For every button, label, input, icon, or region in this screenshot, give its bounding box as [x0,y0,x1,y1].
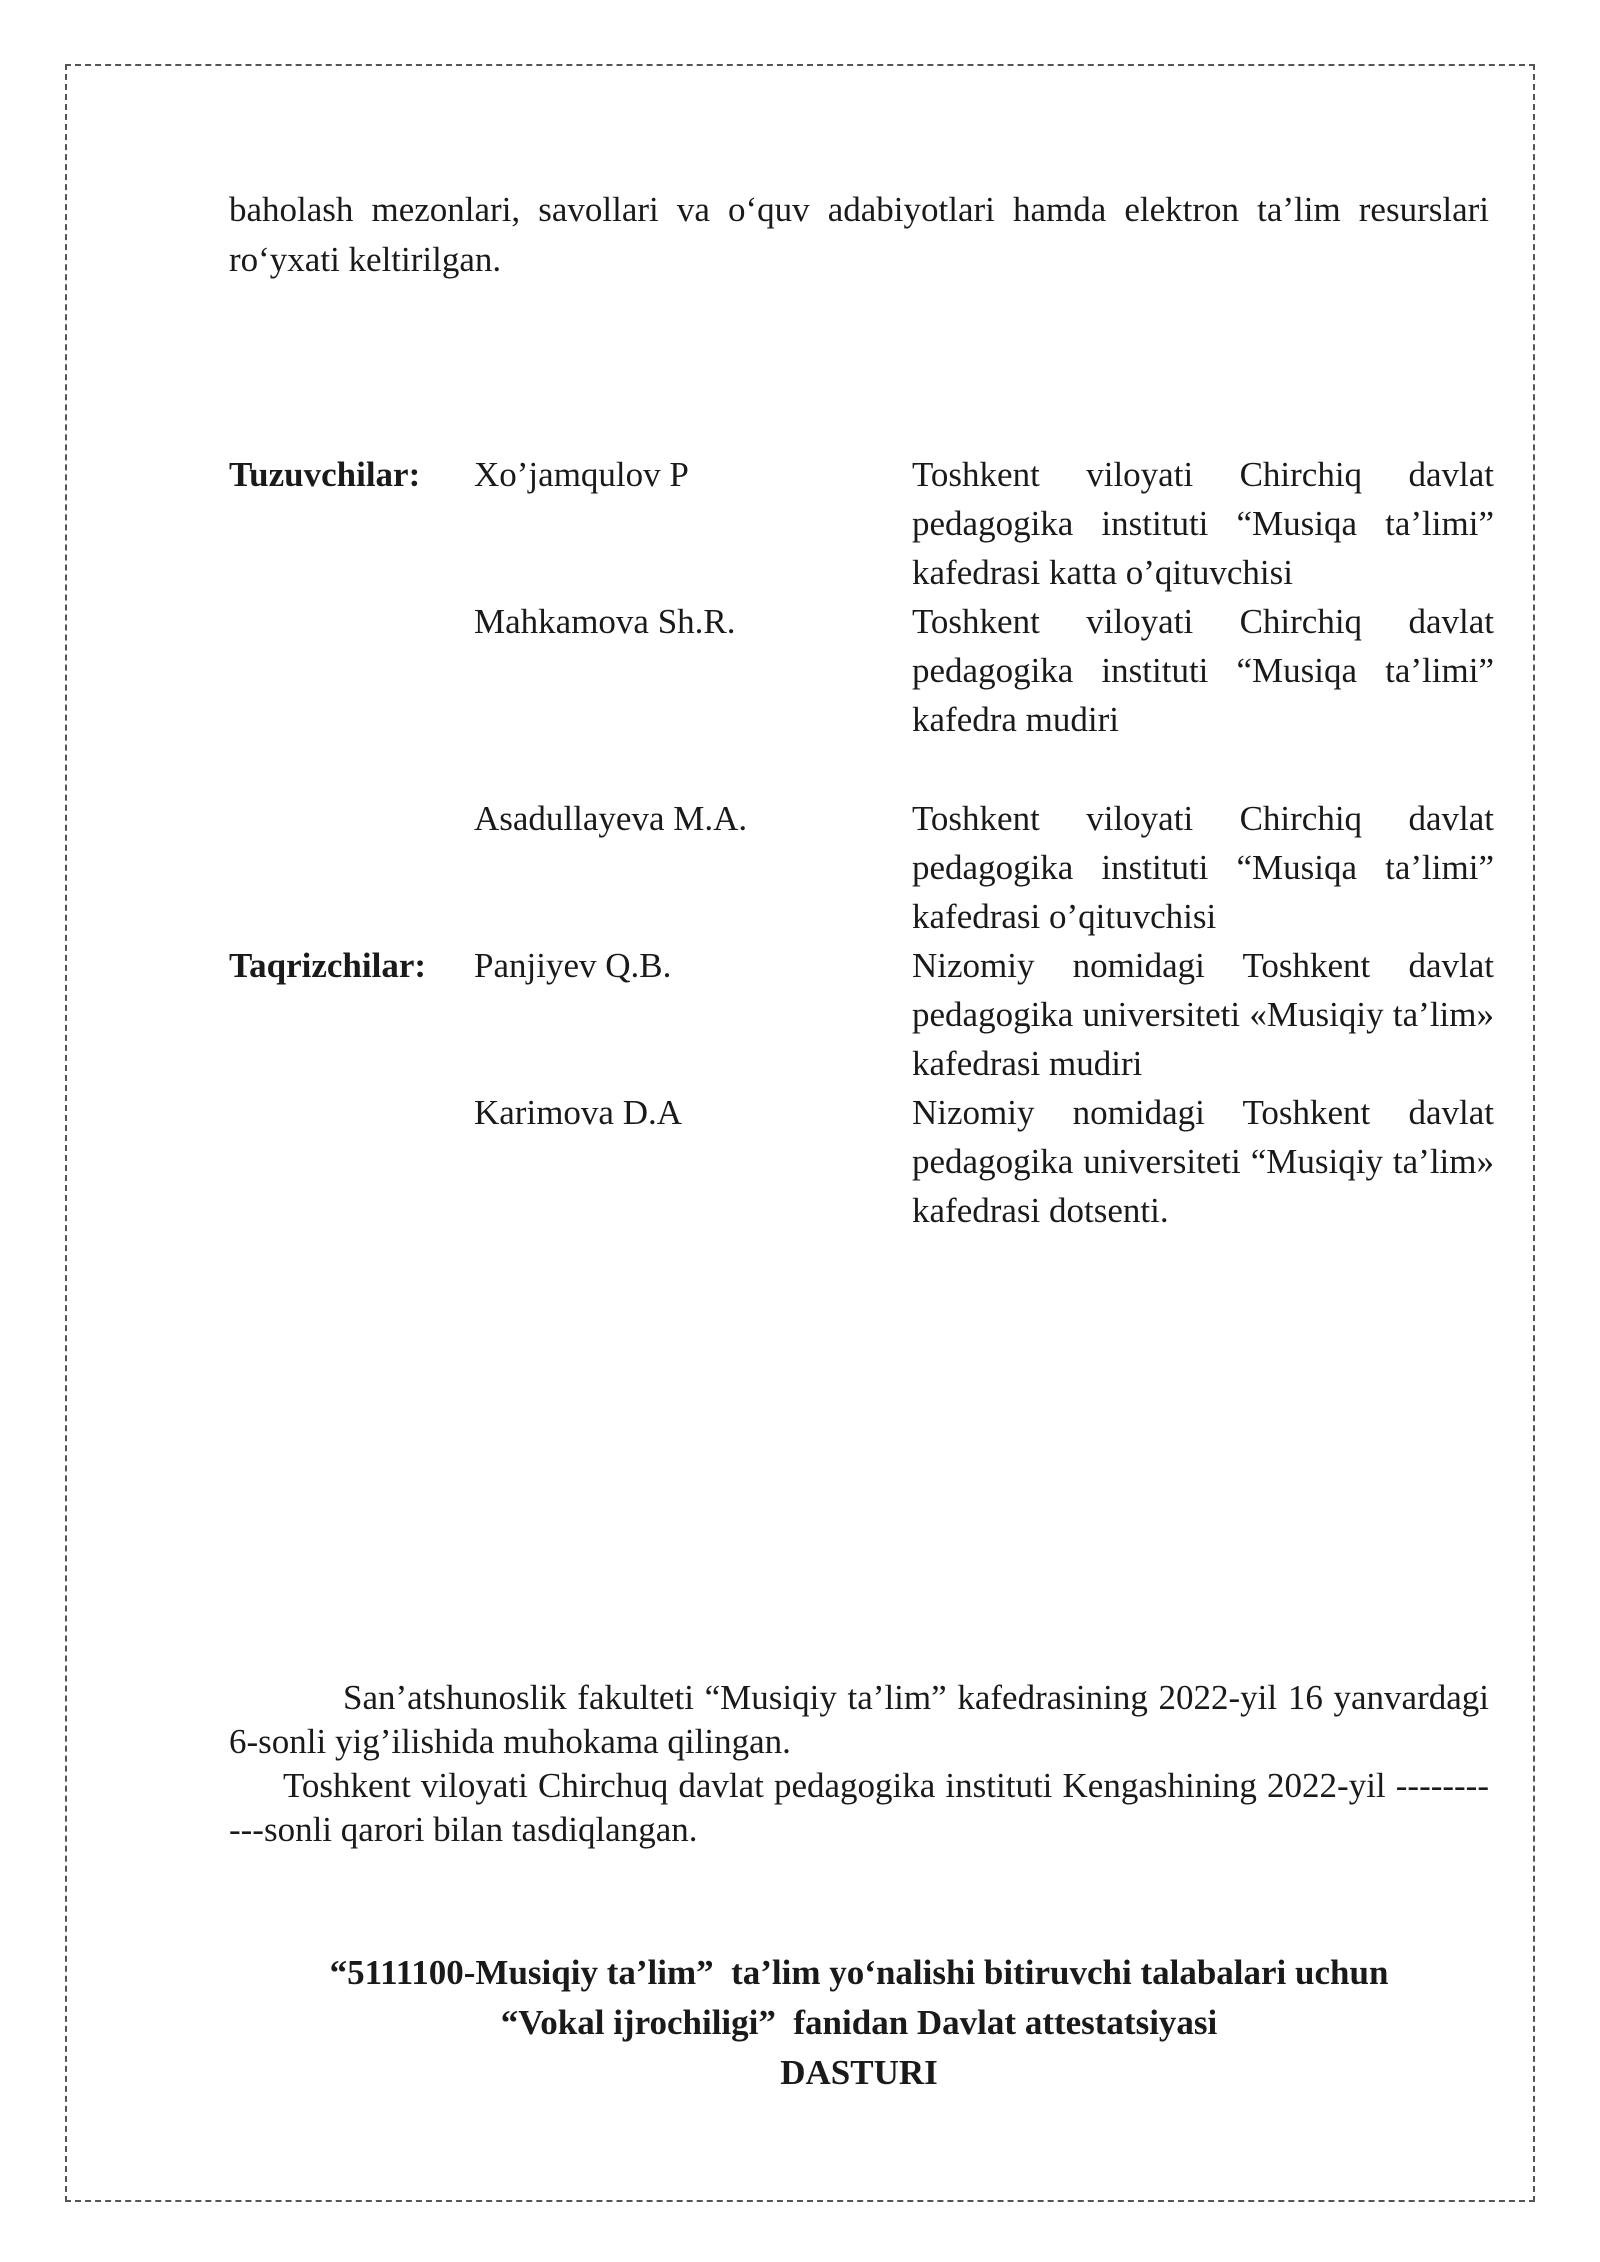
program-title-line-3: DASTURI [780,2053,938,2092]
approval-paragraph: Toshkent viloyati Chirchuq davlat pedagogika instituti Kengashining 2022-yil -----------sonli qarori bilan tasdiqlangan. [229,1766,1489,1849]
compiler-row [229,597,1494,744]
compiler-row [229,450,1494,597]
compiler-affiliation: Toshkent viloyati Chirchiq davlat pedagogika instituti “Musiqa ta’limi” kafedra mudiri [912,602,1494,739]
compiler-affiliation: Toshkent viloyati Chirchiq davlat pedagogika instituti “Musiqa ta’limi” kafedrasi katta o’qituvchisi [912,455,1494,592]
discussion-paragraph: San’atshunoslik fakulteti “Musiqiy ta’lim” kafedrasining 2022-yil 16 yanvardagi 6-sonli yig’ilishida muhokama qilingan. [229,1678,1489,1761]
program-title-line-2: “Vokal ijrochiligi” fanidan Davlat attestatsiyasi [500,2003,1218,2042]
reviewers-label: Taqrizchilar: [229,946,427,985]
compiler-name: Xo’jamqulov P [474,455,689,494]
program-title-line-1: “5111100-Musiqiy ta’lim” ta’lim yo‘nalishi bitiruvchi talabalari uchun [329,1953,1389,1992]
compiler-name: Mahkamova Sh.R. [474,602,736,641]
intro-paragraph: baholash mezonlari, savollari va o‘quv adabiyotlari hamda elektron ta’lim resurslari ro‘yxati keltirilgan. [229,190,1489,279]
reviewer-row [229,941,1494,1088]
reviewer-affiliation: Nizomiy nomidagi Toshkent davlat pedagogika universiteti “Musiqiy ta’lim» kafedrasi dotsenti. [912,1093,1494,1230]
program-title [229,1948,1489,2098]
compiler-row [229,794,1494,941]
reviewer-affiliation: Nizomiy nomidagi Toshkent davlat pedagogika universiteti «Musiqiy ta’lim» kafedrasi mudiri [912,946,1494,1083]
reviewer-name: Karimova D.A [474,1093,683,1132]
compilers-label: Tuzuvchilar: [229,455,421,494]
reviewer-row [229,1088,1494,1235]
compiler-name: Asadullayeva M.A. [474,799,748,838]
contributors-section [229,450,1494,1235]
discussion-section [229,1676,1489,1852]
compiler-affiliation: Toshkent viloyati Chirchiq davlat pedagogika instituti “Musiqa ta’limi” kafedrasi o’qituvchisi [912,799,1494,936]
reviewer-name: Panjiyev Q.B. [474,946,672,985]
